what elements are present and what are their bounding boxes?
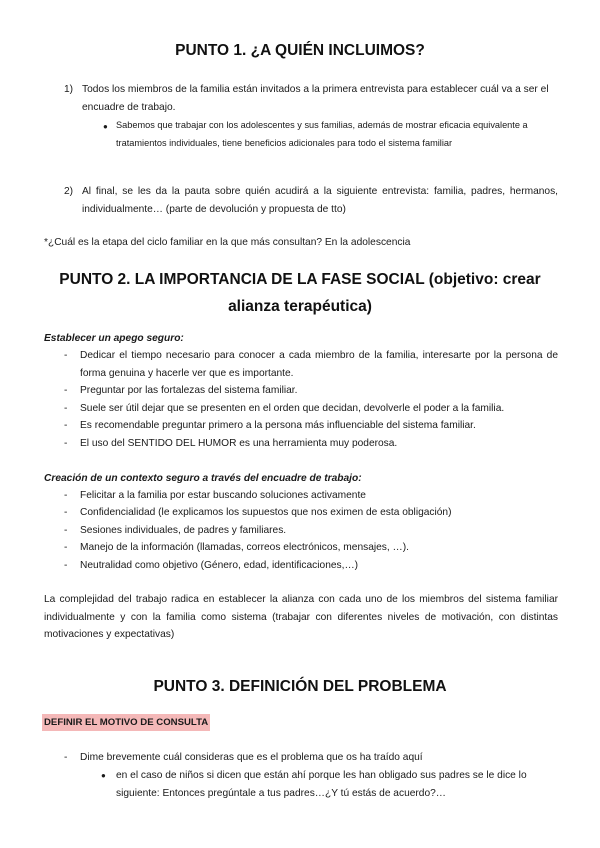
punto1-item2-number: 2) <box>64 186 74 197</box>
punto3-item: Dime brevemente cuál consideras que es el problema que os ha traído aquí <box>80 752 423 763</box>
punto3-title: PUNTO 3. DEFINICIÓN DEL PROBLEMA <box>153 678 447 695</box>
punto2-section2-item: Confidencialidad (le explicamos los supuestos que nos eximen de esta obligación) <box>80 507 452 518</box>
punto2-section1-item: Dedicar el tiempo necesario para conocer a cada miembro de la familia, interesarte por la persona de forma genuina y hacerle ver que es importante. <box>80 350 558 379</box>
punto3-subitem: en el caso de niños si dicen que están ahí porque les han obligado sus padres se le dice lo siguiente: Entonces pregúntale a tus padres…¿Y tú estás de acuerdo?… <box>116 770 527 799</box>
punto1-title: PUNTO 1. ¿A QUIÉN INCLUIMOS? <box>175 42 425 59</box>
punto2-section1-item: Es recomendable preguntar primero a la persona más influenciable del sistema familiar. <box>80 420 476 431</box>
punto1-bullet-icon: ● <box>103 122 108 131</box>
dash-marker: - <box>64 420 68 431</box>
punto2-section1-item: Suele ser útil dejar que se presenten en el orden que decidan, devolverle el poder a la familia. <box>80 403 505 414</box>
punto2-section2-heading: Creación de un contexto seguro a través del encuadre de trabajo: <box>44 473 362 484</box>
punto2-section2-item: Neutralidad como objetivo (Género, edad, identificaciones,…) <box>80 560 359 571</box>
punto1-item2-text: Al final, se les da la pauta sobre quién acudirá a la siguiente entrevista: familia, padres, hermanos, individualmente… (parte de devolución y propuesta de tto) <box>82 186 558 215</box>
punto2-section2-item: Sesiones individuales, de padres y familiares. <box>80 525 287 536</box>
punto2-title-main: PUNTO 2. LA IMPORTANCIA DE LA FASE SOCIAL <box>59 271 425 288</box>
punto3-bullet-icon: ● <box>101 771 106 780</box>
dash-marker: - <box>64 490 68 501</box>
dash-marker: - <box>64 403 68 414</box>
punto2-paragraph: La complejidad del trabajo radica en establecer la alianza con cada uno de los miembros del sistema familiar individualmente y con la familia como sistema (trabajar con diferentes niveles de motivación, con distintas motivaciones y expectativas) <box>44 594 558 640</box>
dash-marker: - <box>64 385 68 396</box>
punto2-section2-item: Felicitar a la familia por estar buscando soluciones activamente <box>80 490 366 501</box>
dash-marker: - <box>64 438 68 449</box>
punto2-title-subtitle: (objetivo: crear alianza terapéutica) <box>228 271 541 315</box>
punto2-section1-item: Preguntar por las fortalezas del sistema familiar. <box>80 385 298 396</box>
punto2-section1-heading: Establecer un apego seguro: <box>44 333 184 344</box>
punto2-section2-item: Manejo de la información (llamadas, correos electrónicos, mensajes, …). <box>80 542 409 553</box>
dash-marker: - <box>64 525 68 536</box>
dash-marker: - <box>64 507 68 518</box>
dash-marker: - <box>64 350 68 361</box>
punto2-section1-item: El uso del SENTIDO DEL HUMOR es una herramienta muy poderosa. <box>80 438 398 449</box>
dash-marker: - <box>64 560 68 571</box>
punto1-item1-bullet-text: Sabemos que trabajar con los adolescentes y sus familias, además de mostrar eficacia equivalente a tratamientos individuales, tiene beneficios adicionales para todo el sistema familiar <box>116 120 528 148</box>
punto1-item1-text: Todos los miembros de la familia están invitados a la primera entrevista para establecer cuál va a ser el encuadre de trabajo. <box>82 84 549 113</box>
punto1-note: *¿Cuál es la etapa del ciclo familiar en la que más consultan? En la adolescencia <box>44 237 411 248</box>
punto3-highlight-heading: DEFINIR EL MOTIVO DE CONSULTA <box>42 714 210 731</box>
dash-marker: - <box>64 752 68 763</box>
punto2-title <box>40 266 560 320</box>
dash-marker: - <box>64 542 68 553</box>
punto1-item1-number: 1) <box>64 84 74 95</box>
